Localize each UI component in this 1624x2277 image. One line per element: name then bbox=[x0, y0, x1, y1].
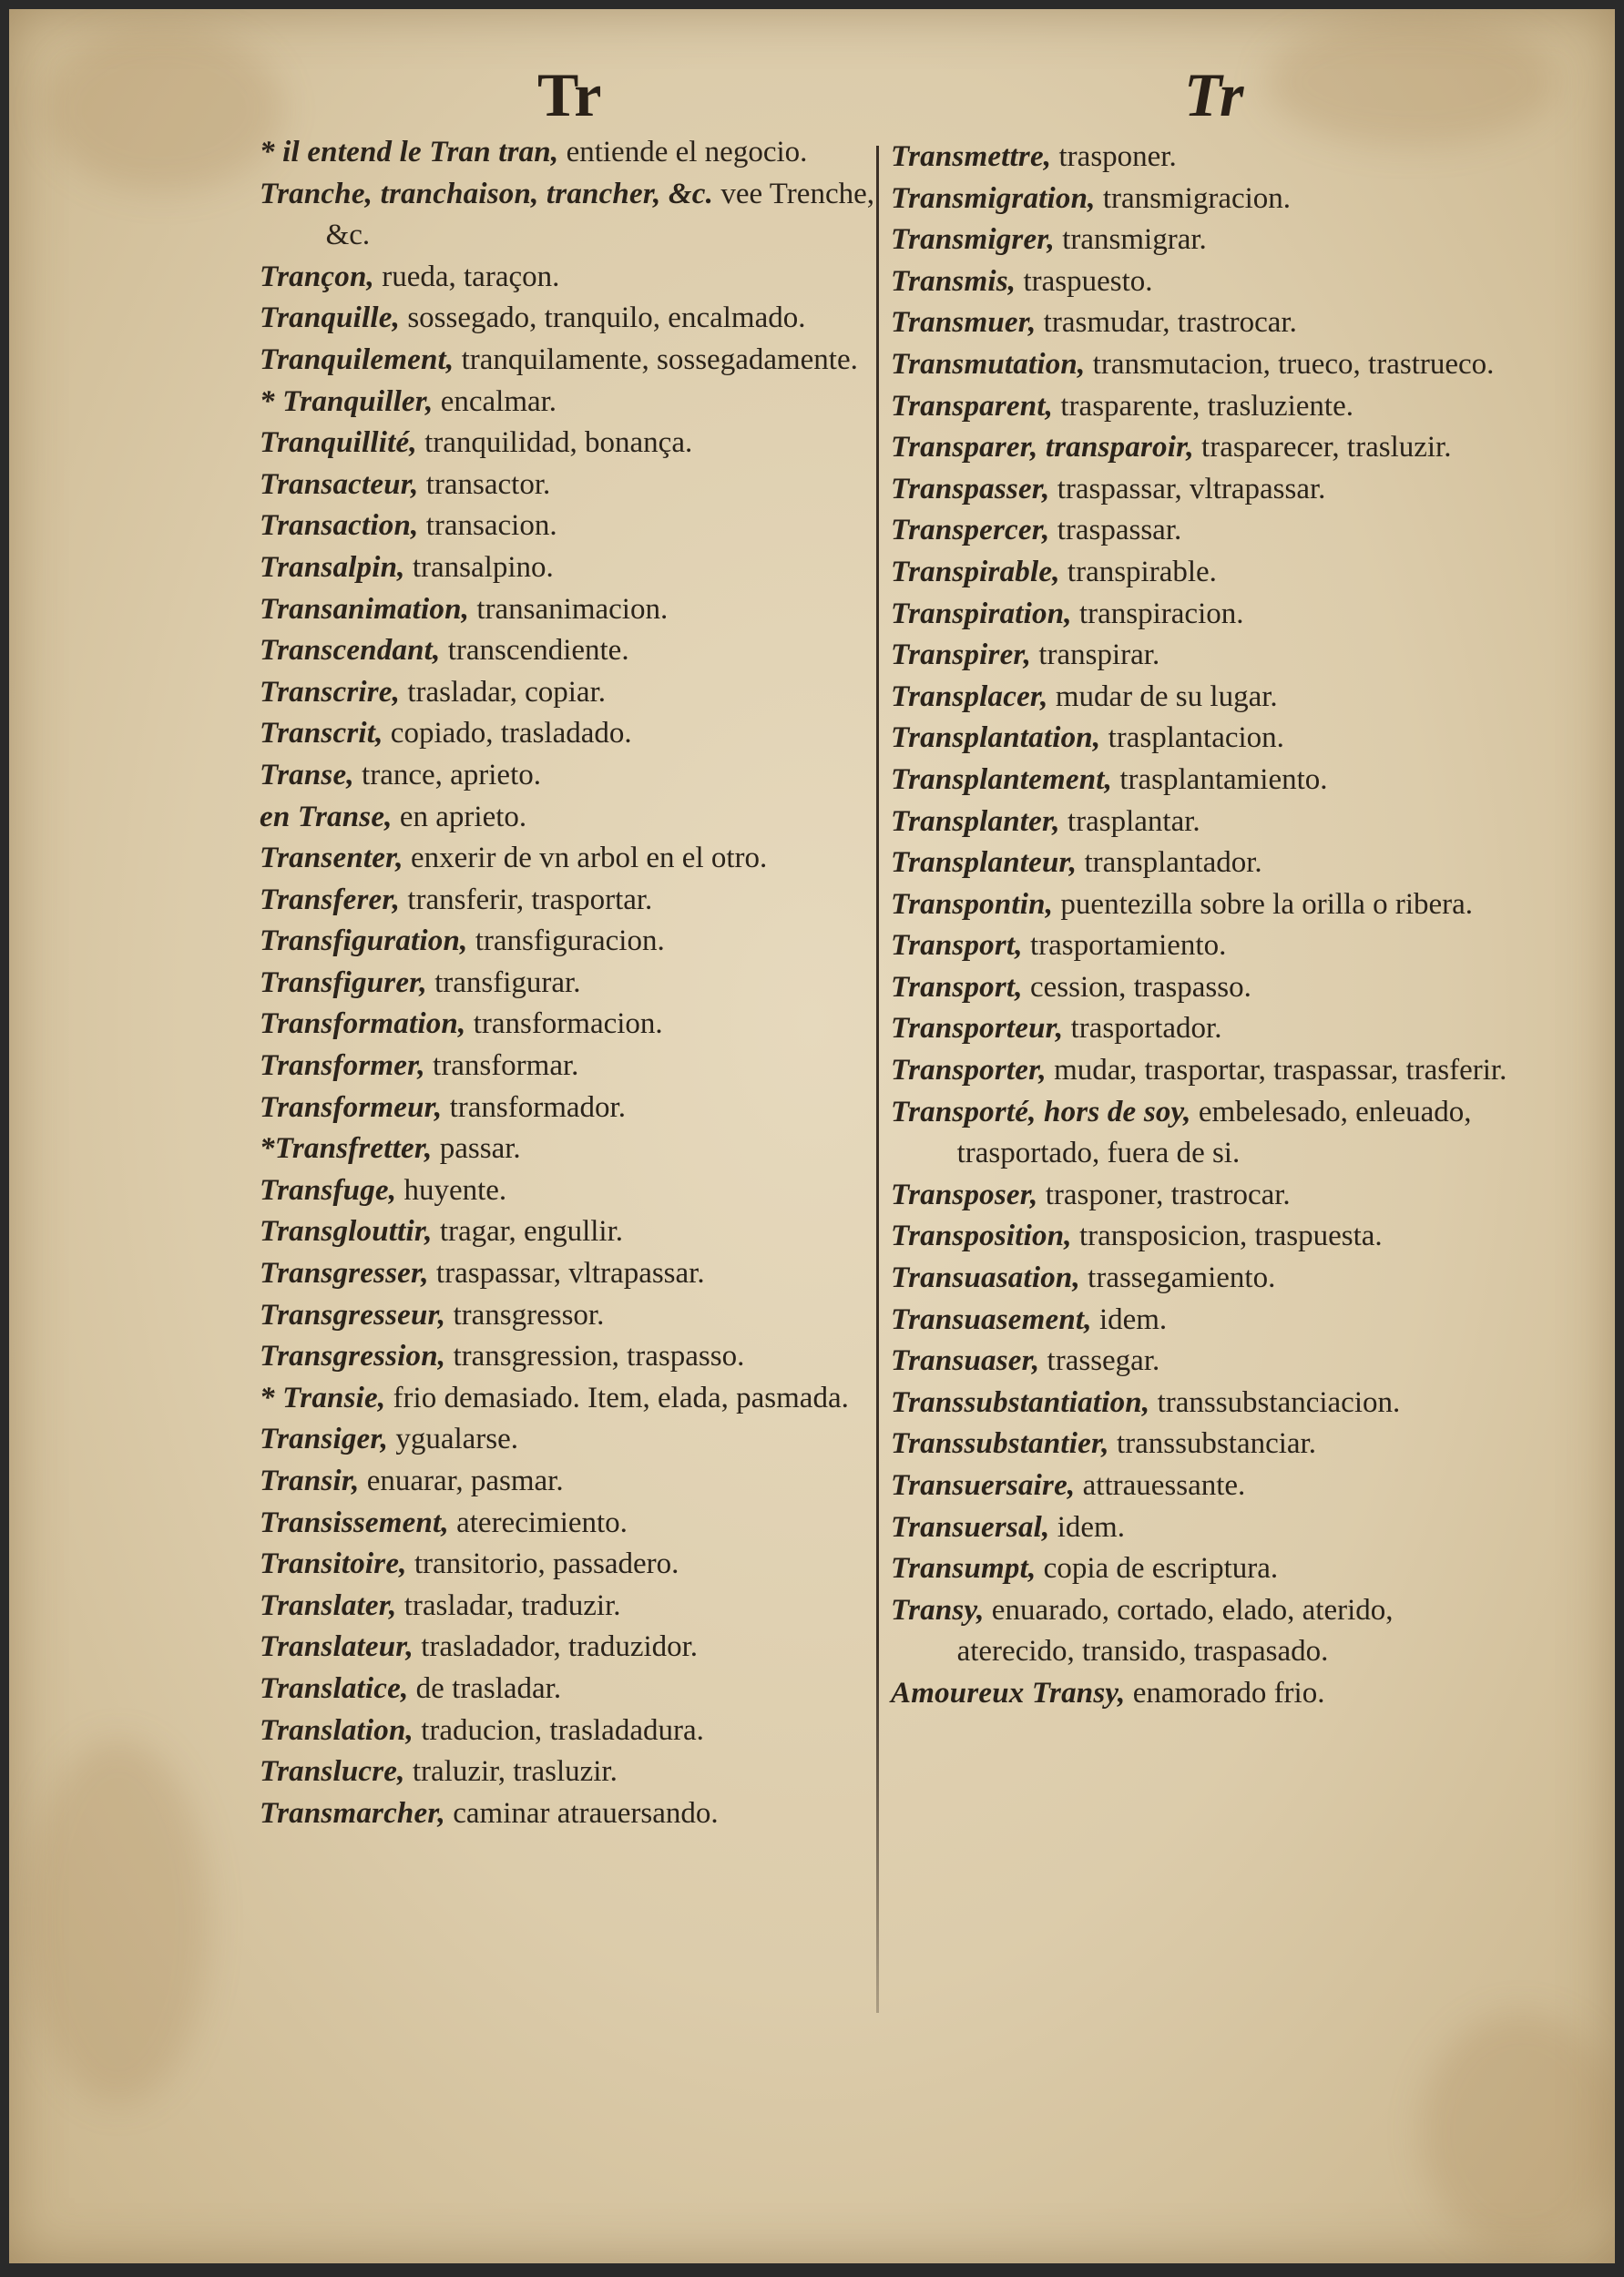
entry-headword: Translatice, bbox=[260, 1671, 409, 1705]
entry-headword: Transitoire, bbox=[260, 1547, 407, 1581]
entry-headword: Transplacer, bbox=[891, 679, 1048, 713]
entry-definition: transfigurar. bbox=[434, 965, 581, 999]
dictionary-entry bbox=[260, 382, 879, 424]
dictionary-entry bbox=[260, 1253, 879, 1295]
entry-definition: transfiguracion. bbox=[475, 924, 665, 958]
entry-definition: transformar. bbox=[433, 1049, 579, 1083]
entry-definition: cession, traspasso. bbox=[1029, 970, 1251, 1004]
entry-definition: transgression, traspasso. bbox=[453, 1340, 745, 1373]
dictionary-entry bbox=[891, 552, 1510, 594]
entry-headword: Transposition, bbox=[891, 1220, 1072, 1253]
entry-definition: copiado, trasladado. bbox=[390, 717, 632, 750]
entry-headword: Transmettre, bbox=[891, 140, 1052, 173]
entry-headword: Transsubstantiation, bbox=[891, 1385, 1150, 1419]
entry-headword: Translateur, bbox=[260, 1630, 414, 1664]
entry-headword: Translation, bbox=[260, 1713, 414, 1747]
left-column bbox=[260, 132, 879, 1834]
entry-definition: traspassar. bbox=[1057, 514, 1182, 547]
entry-headword: Transpercer, bbox=[891, 514, 1050, 547]
entry-definition: embelesado, enleuado, trasportado, fuera de si. bbox=[956, 1095, 1472, 1170]
dictionary-entry bbox=[260, 1128, 879, 1170]
running-head-right: Tr bbox=[1184, 60, 1244, 129]
dictionary-entry bbox=[891, 1507, 1510, 1549]
dictionary-entry bbox=[891, 1424, 1510, 1465]
entry-headword: Transfiguration, bbox=[260, 924, 468, 958]
running-head-left: Tr bbox=[537, 60, 602, 129]
entry-headword: Transglouttir, bbox=[260, 1215, 433, 1249]
entry-definition: tranquilidad, bonança. bbox=[424, 426, 693, 460]
dictionary-entry bbox=[891, 510, 1510, 552]
entry-headword: Transformeur, bbox=[260, 1090, 443, 1124]
entry-headword: Transalpin, bbox=[260, 550, 405, 584]
dictionary-entry bbox=[891, 1673, 1510, 1715]
entry-headword: Transuersal, bbox=[891, 1510, 1050, 1544]
paper-stain bbox=[1266, 18, 1558, 146]
entry-headword: Transmarcher, bbox=[260, 1796, 445, 1830]
entry-definition: de trasladar. bbox=[415, 1671, 562, 1705]
entry-headword: Transporté, hors de soy, bbox=[891, 1095, 1191, 1128]
entry-definition: passar. bbox=[439, 1132, 521, 1166]
entry-headword: Transuaser, bbox=[891, 1344, 1040, 1378]
entry-headword: Tranquillité, bbox=[260, 426, 417, 460]
entry-headword: Transpontin, bbox=[891, 887, 1054, 921]
entry-headword: Transacteur, bbox=[260, 467, 419, 501]
entry-headword: Tranquille, bbox=[260, 301, 401, 335]
entry-definition: trassegar. bbox=[1047, 1344, 1160, 1378]
entry-definition: caminar atrauersando. bbox=[453, 1796, 719, 1830]
entry-definition: trance, aprieto. bbox=[362, 758, 541, 791]
dictionary-entry bbox=[260, 465, 879, 506]
entry-definition: traluzir, trasluzir. bbox=[412, 1755, 618, 1789]
entry-definition: transacion. bbox=[425, 509, 557, 543]
entry-definition: trasparecer, trasluzir. bbox=[1201, 431, 1452, 465]
entry-definition: trasladar, copiar. bbox=[407, 675, 606, 709]
dictionary-entry bbox=[260, 1211, 879, 1253]
dictionary-entry bbox=[260, 1295, 879, 1337]
entry-definition: enuarado, cortado, elado, aterido, aterecido, transido, traspasado. bbox=[956, 1593, 1394, 1669]
entry-definition: transferir, trasportar. bbox=[407, 883, 653, 916]
entry-definition: huyente. bbox=[403, 1173, 507, 1207]
dictionary-entry bbox=[891, 1175, 1510, 1217]
dictionary-entry bbox=[260, 672, 879, 714]
entry-headword: Translater, bbox=[260, 1588, 397, 1622]
entry-headword: Transmigrer, bbox=[891, 223, 1055, 257]
entry-headword: Translucre, bbox=[260, 1755, 405, 1789]
dictionary-entry bbox=[891, 842, 1510, 884]
entry-definition: enuarar, pasmar. bbox=[366, 1465, 564, 1497]
dictionary-entry bbox=[891, 1300, 1510, 1342]
entry-headword: Transpasser, bbox=[891, 472, 1050, 505]
dictionary-entry bbox=[260, 1461, 879, 1503]
entry-headword: Transcendant, bbox=[260, 634, 441, 668]
entry-headword: Transparer, transparoir, bbox=[891, 431, 1194, 465]
entry-definition: trasladar, traduzir. bbox=[403, 1588, 621, 1622]
dictionary-entry bbox=[260, 1046, 879, 1087]
entry-headword: Transissement, bbox=[260, 1506, 449, 1539]
entry-headword: Transuasation, bbox=[891, 1261, 1080, 1295]
paper-stain bbox=[46, 27, 282, 191]
entry-definition: transplantador. bbox=[1084, 846, 1262, 880]
entry-headword: Transmuer, bbox=[891, 306, 1037, 340]
entry-headword: * Tranquiller, bbox=[260, 384, 434, 418]
entry-headword: Transport, bbox=[891, 970, 1023, 1004]
entry-headword: Transpirer, bbox=[891, 638, 1032, 672]
dictionary-entry bbox=[260, 713, 879, 755]
dictionary-entry bbox=[260, 1710, 879, 1752]
dictionary-entry bbox=[891, 1216, 1510, 1258]
entry-definition: puentezilla sobre la orilla o ribera. bbox=[1060, 887, 1474, 921]
dictionary-entry bbox=[260, 1503, 879, 1545]
dictionary-page bbox=[9, 9, 1615, 2263]
entry-headword: Transformation, bbox=[260, 1007, 466, 1041]
dictionary-entry bbox=[260, 963, 879, 1005]
dictionary-entry bbox=[891, 594, 1510, 636]
dictionary-entry bbox=[260, 340, 879, 382]
entry-definition: traducion, trasladadura. bbox=[421, 1713, 704, 1747]
entry-definition: transitorio, passadero. bbox=[414, 1547, 679, 1581]
entry-definition: en aprieto. bbox=[399, 800, 527, 833]
dictionary-entry bbox=[891, 261, 1510, 303]
entry-headword: Transuersaire, bbox=[891, 1469, 1076, 1502]
entry-definition: transsubstanciacion. bbox=[1157, 1385, 1401, 1419]
entry-headword: Transposer, bbox=[891, 1178, 1038, 1211]
paper-stain bbox=[27, 1740, 209, 2104]
entry-headword: * Transie, bbox=[260, 1381, 386, 1414]
entry-headword: Transir, bbox=[260, 1465, 360, 1497]
entry-definition: transalpino. bbox=[412, 550, 554, 584]
entry-definition: trasponer. bbox=[1058, 140, 1177, 173]
entry-definition: transcendiente. bbox=[447, 634, 629, 668]
dictionary-entry bbox=[260, 1751, 879, 1793]
dictionary-entry bbox=[891, 1341, 1510, 1383]
dictionary-entry bbox=[891, 1258, 1510, 1300]
entry-headword: Transgression, bbox=[260, 1340, 446, 1373]
entry-headword: Transenter, bbox=[260, 842, 403, 875]
entry-definition: transformacion. bbox=[473, 1007, 663, 1041]
paper-stain bbox=[1421, 2013, 1615, 2250]
entry-definition: frio demasiado. Item, elada, pasmada. bbox=[393, 1381, 849, 1414]
entry-definition: enamorado frio. bbox=[1132, 1676, 1325, 1710]
dictionary-entry bbox=[260, 1087, 879, 1129]
right-column bbox=[891, 137, 1510, 1715]
entry-headword: Tranquilement, bbox=[260, 342, 455, 376]
dictionary-entry bbox=[260, 1669, 879, 1710]
entry-headword: en Transe, bbox=[260, 800, 393, 833]
entry-headword: Transumpt, bbox=[891, 1552, 1037, 1586]
entry-headword: Transy, bbox=[891, 1593, 985, 1627]
dictionary-entry bbox=[260, 755, 879, 797]
dictionary-entry bbox=[891, 884, 1510, 926]
entry-definition: mudar, trasportar, traspassar, trasferir. bbox=[1054, 1054, 1507, 1087]
entry-headword: Transgresser, bbox=[260, 1257, 429, 1291]
entry-definition: transpirable. bbox=[1067, 555, 1217, 588]
entry-definition: transgressor. bbox=[453, 1298, 605, 1332]
dictionary-entry bbox=[891, 344, 1510, 386]
entry-headword: Transplanter, bbox=[891, 804, 1060, 838]
entry-definition: sossegado, tranquilo, encalmado. bbox=[407, 301, 806, 335]
entry-headword: Transporteur, bbox=[891, 1012, 1064, 1046]
entry-headword: Tranche, tranchaison, trancher, &c. bbox=[260, 177, 714, 210]
entry-definition: transmigracion. bbox=[1102, 181, 1292, 215]
entry-definition: trasplantacion. bbox=[1108, 721, 1284, 755]
entry-headword: Amoureux Transy, bbox=[891, 1676, 1126, 1710]
dictionary-entry bbox=[260, 423, 879, 465]
entry-headword: Transplanteur, bbox=[891, 846, 1078, 880]
entry-definition: vee Trenche, &c. bbox=[325, 177, 874, 252]
entry-headword: Transformer, bbox=[260, 1049, 425, 1083]
entry-definition: transpiracion. bbox=[1078, 597, 1244, 630]
entry-definition: tranquilamente, sossegadamente. bbox=[461, 342, 858, 376]
entry-definition: transformador. bbox=[449, 1090, 626, 1124]
dictionary-entry bbox=[891, 1008, 1510, 1050]
entry-definition: trasplantar. bbox=[1067, 804, 1200, 838]
entry-definition: transsubstanciar. bbox=[1116, 1427, 1316, 1461]
entry-definition: aterecimiento. bbox=[456, 1506, 628, 1539]
entry-headword: Transfuge, bbox=[260, 1173, 397, 1207]
entry-headword: Transpirable, bbox=[891, 555, 1060, 588]
dictionary-entry bbox=[260, 838, 879, 880]
entry-headword: Transsubstantier, bbox=[891, 1427, 1109, 1461]
entry-definition: transmigrar. bbox=[1062, 223, 1207, 257]
dictionary-entry bbox=[260, 1170, 879, 1212]
dictionary-entry bbox=[891, 925, 1510, 967]
entry-definition: idem. bbox=[1098, 1302, 1168, 1336]
entry-definition: mudar de su lugar. bbox=[1055, 679, 1278, 713]
dictionary-entry bbox=[891, 718, 1510, 760]
entry-definition: transmutacion, trueco, trastrueco. bbox=[1092, 347, 1495, 381]
entry-headword: Transparent, bbox=[891, 389, 1054, 423]
entry-definition: traspassar, vltrapassar. bbox=[435, 1257, 705, 1291]
entry-headword: Transporter, bbox=[891, 1054, 1047, 1087]
dictionary-entry bbox=[891, 220, 1510, 261]
entry-headword: Transplantation, bbox=[891, 721, 1101, 755]
entry-definition: trasponer, trastrocar. bbox=[1045, 1178, 1291, 1211]
dictionary-entry bbox=[260, 257, 879, 299]
dictionary-entry bbox=[260, 1544, 879, 1586]
entry-definition: trasportamiento. bbox=[1029, 929, 1227, 963]
entry-headword: Transport, bbox=[891, 929, 1023, 963]
entry-headword: * il entend le Tran tran, bbox=[260, 136, 559, 168]
dictionary-entry bbox=[891, 427, 1510, 469]
entry-headword: Transpiration, bbox=[891, 597, 1072, 630]
dictionary-entry bbox=[260, 1586, 879, 1628]
entry-headword: Transaction, bbox=[260, 509, 419, 543]
entry-definition: trasportador. bbox=[1070, 1012, 1222, 1046]
entry-definition: trasladador, traduzidor. bbox=[421, 1630, 699, 1664]
dictionary-entry bbox=[891, 1050, 1510, 1092]
dictionary-entry bbox=[260, 505, 879, 547]
entry-definition: enxerir de vn arbol en el otro. bbox=[411, 842, 768, 875]
entry-headword: Transmigration, bbox=[891, 181, 1096, 215]
entry-definition: copia de escriptura. bbox=[1043, 1552, 1279, 1586]
entry-definition: tragar, engullir. bbox=[439, 1215, 624, 1249]
dictionary-entry bbox=[891, 179, 1510, 220]
dictionary-entry bbox=[260, 589, 879, 631]
entry-headword: Transuasement, bbox=[891, 1302, 1092, 1336]
dictionary-entry bbox=[260, 547, 879, 589]
entry-headword: Transcrit, bbox=[260, 717, 383, 750]
entry-definition: transanimacion. bbox=[476, 592, 669, 626]
entry-definition: trasplantamiento. bbox=[1119, 762, 1328, 796]
entry-headword: Transferer, bbox=[260, 883, 401, 916]
entry-headword: Transe, bbox=[260, 758, 354, 791]
dictionary-entry bbox=[891, 677, 1510, 719]
dictionary-entry bbox=[891, 635, 1510, 677]
dictionary-entry bbox=[260, 1627, 879, 1669]
dictionary-entry bbox=[891, 760, 1510, 802]
dictionary-entry bbox=[260, 1336, 879, 1378]
entry-definition: trasparente, trasluziente. bbox=[1060, 389, 1353, 423]
dictionary-entry bbox=[891, 802, 1510, 843]
entry-definition: ygualarse. bbox=[395, 1423, 519, 1456]
dictionary-entry bbox=[260, 1378, 879, 1420]
dictionary-entry bbox=[891, 469, 1510, 511]
dictionary-entry bbox=[891, 1548, 1510, 1590]
dictionary-entry bbox=[891, 967, 1510, 1009]
dictionary-entry bbox=[260, 298, 879, 340]
entry-headword: Transcrire, bbox=[260, 675, 401, 709]
dictionary-entry bbox=[260, 1793, 879, 1835]
entry-definition: entiende el negocio. bbox=[566, 136, 808, 168]
entry-definition: traspassar, vltrapassar. bbox=[1057, 472, 1326, 505]
entry-definition: transposicion, traspuesta. bbox=[1078, 1220, 1383, 1253]
dictionary-entry bbox=[260, 630, 879, 672]
entry-definition: encalmar. bbox=[440, 384, 557, 418]
dictionary-entry bbox=[891, 1383, 1510, 1424]
entry-headword: *Transfretter, bbox=[260, 1132, 433, 1166]
dictionary-entry bbox=[891, 137, 1510, 179]
entry-definition: idem. bbox=[1057, 1510, 1125, 1544]
dictionary-entry bbox=[260, 1419, 879, 1461]
entry-headword: Transgresseur, bbox=[260, 1298, 446, 1332]
entry-definition: transpirar. bbox=[1038, 638, 1160, 672]
dictionary-entry bbox=[891, 1590, 1510, 1673]
entry-definition: attrauessante. bbox=[1082, 1469, 1246, 1502]
entry-headword: Transiger, bbox=[260, 1423, 389, 1456]
entry-headword: Transfigurer, bbox=[260, 965, 427, 999]
dictionary-entry bbox=[260, 880, 879, 922]
entry-headword: Transplantement, bbox=[891, 762, 1113, 796]
entry-definition: traspuesto. bbox=[1023, 264, 1153, 298]
dictionary-entry bbox=[891, 386, 1510, 428]
dictionary-entry bbox=[260, 921, 879, 963]
dictionary-entry bbox=[260, 1004, 879, 1046]
dictionary-entry bbox=[891, 302, 1510, 344]
entry-definition: transactor. bbox=[425, 467, 551, 501]
entry-headword: Transmis, bbox=[891, 264, 1016, 298]
dictionary-entry bbox=[260, 797, 879, 839]
dictionary-entry bbox=[891, 1092, 1510, 1175]
entry-definition: rueda, taraçon. bbox=[382, 260, 560, 293]
entry-definition: trassegamiento. bbox=[1088, 1261, 1276, 1295]
entry-definition: trasmudar, trastrocar. bbox=[1043, 306, 1297, 340]
dictionary-entry bbox=[891, 1465, 1510, 1507]
entry-headword: Transmutation, bbox=[891, 347, 1086, 381]
entry-headword: Transanimation, bbox=[260, 592, 470, 626]
dictionary-entry bbox=[260, 132, 879, 174]
dictionary-entry bbox=[260, 174, 879, 257]
entry-headword: Trançon, bbox=[260, 260, 374, 293]
